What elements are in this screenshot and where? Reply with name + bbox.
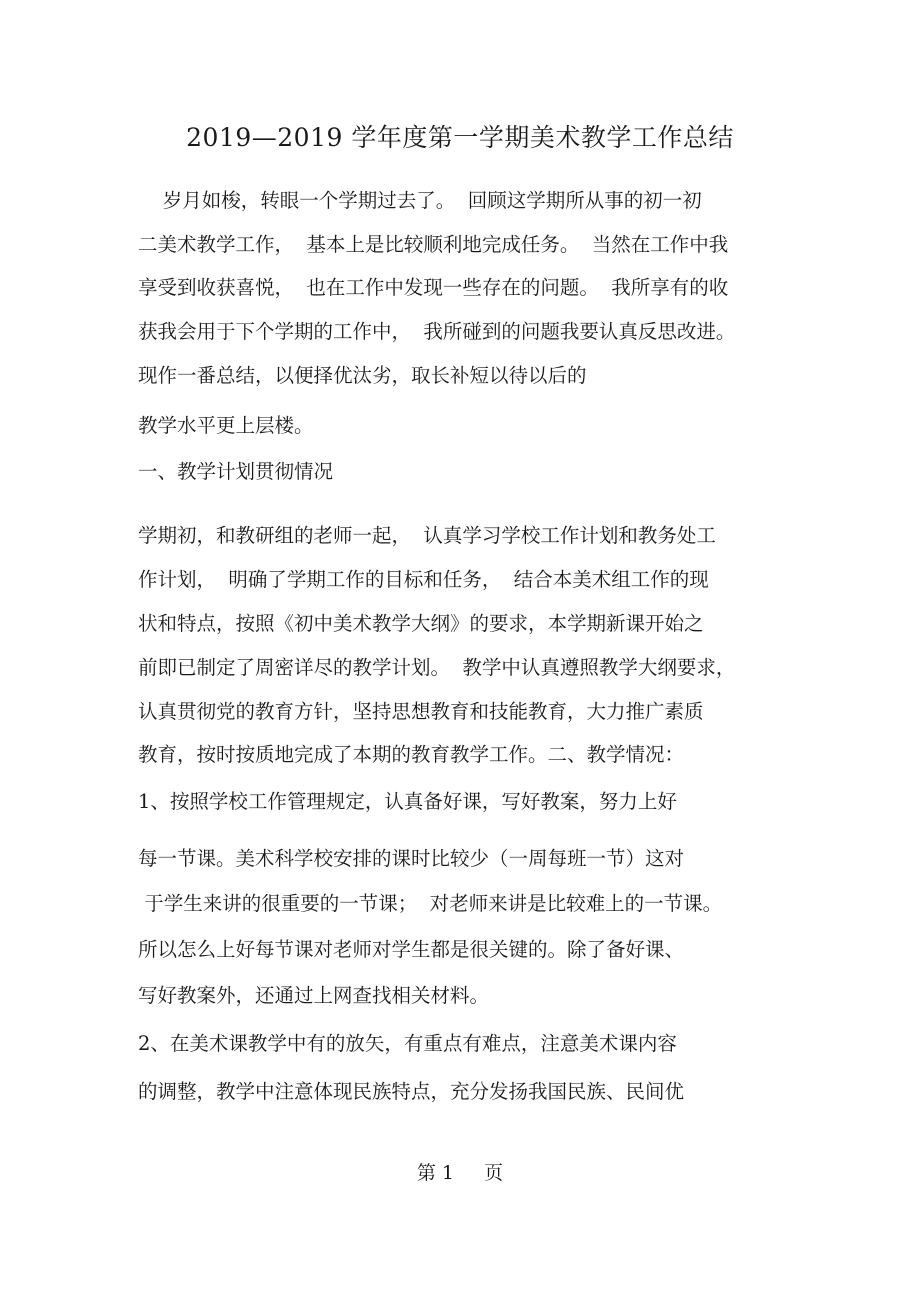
body-line-15: 于学生来讲的很重要的一节课； 对老师来讲是比较难上的一节课。 bbox=[138, 892, 723, 915]
body-line-7: 学期初，和教研组的老师一起， 认真学习学校工作计划和教务处工 bbox=[138, 524, 716, 547]
body-line-9: 状和特点，按照《初中美术教学大纲》的要求，本学期新课开始之 bbox=[138, 612, 704, 635]
body-line-4: 获我会用于下个学期的工作中， 我所碰到的问题我要认真反思改进。 bbox=[138, 320, 736, 343]
body-line-6: 教学水平更上层楼。 bbox=[138, 414, 314, 437]
body-line-19: 的调整，教学中注意体现民族特点，充分发扬我国民族、民间优 bbox=[138, 1080, 685, 1103]
body-line-10: 前即已制定了周密详尽的教学计划。 教学中认真遵照教学大纲要求， bbox=[138, 656, 736, 679]
body-line-1: 岁月如梭，转眼一个学期过去了。 回顾这学期所从事的初一初 bbox=[138, 189, 702, 212]
body-line-18: 2、在美术课教学中有的放矢，有重点有难点，注意美术课内容 bbox=[138, 1032, 677, 1055]
page-number-footer: 第 1 页 bbox=[416, 1162, 504, 1184]
body-line-11: 认真贯彻党的教育方针，坚持思想教育和技能教育，大力推广素质 bbox=[138, 700, 704, 723]
section-heading-1: 一、教学计划贯彻情况 bbox=[138, 460, 334, 483]
page-title: 2019—2019 学年度第一学期美术教学工作总结 bbox=[186, 123, 734, 152]
body-line-5: 现作一番总结，以便择优汰劣，取长补短以待以后的 bbox=[138, 364, 587, 387]
body-line-13: 1、按照学校工作管理规定，认真备好课，写好教案，努力上好 bbox=[138, 790, 677, 813]
body-line-17: 写好教案外，还通过上网查找相关材料。 bbox=[138, 984, 490, 1007]
body-line-3: 享受到收获喜悦， 也在工作中发现一些存在的问题。 我所享有的收 bbox=[138, 276, 729, 299]
body-line-2: 二美术教学工作， 基本上是比较顺利地完成任务。 当然在工作中我 bbox=[138, 233, 729, 256]
body-line-8: 作计划， 明确了学期工作的目标和任务， 结合本美术组工作的现 bbox=[138, 568, 709, 591]
body-line-12: 教育，按时按质地完成了本期的教育教学工作。二、教学情况： bbox=[138, 743, 685, 766]
body-line-16: 所以怎么上好每节课对老师对学生都是很关键的。除了备好课、 bbox=[138, 938, 685, 961]
body-line-14: 每一节课。美术科学校安排的课时比较少（一周每班一节）这对 bbox=[138, 847, 685, 870]
